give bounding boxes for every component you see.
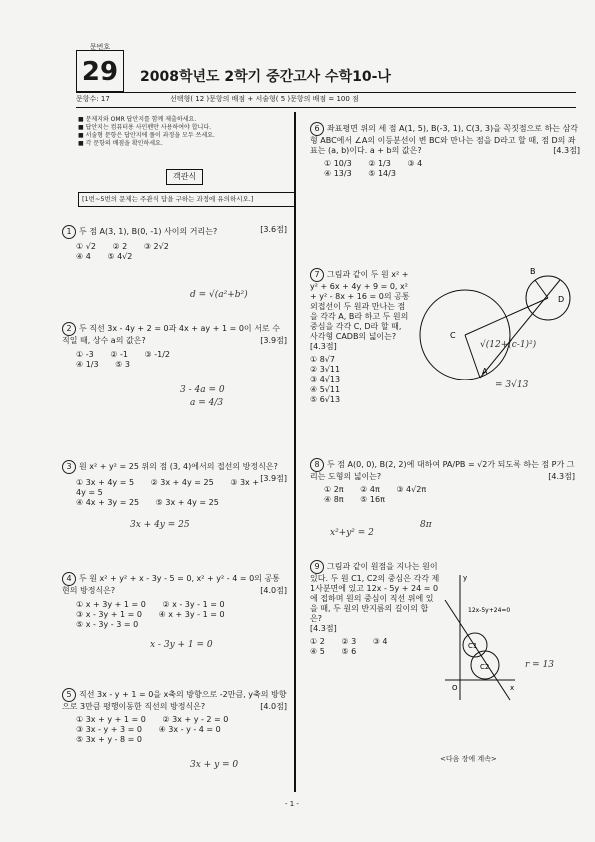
handwritten-note: r = 13 [525,660,555,670]
choice: ④ 5√11 [310,385,341,394]
choice: ④ 3x - y - 4 = 0 [158,725,221,734]
label-b: B [530,267,536,276]
exam-number: 29 [81,57,119,87]
question-8 [310,458,575,505]
handwritten-note: x²+y² = 2 [330,528,374,538]
handwritten-note: d = √(a²+b²) [190,290,248,300]
question-7 [310,268,410,405]
column-divider [294,112,296,792]
header-rule-2 [76,107,576,108]
handwritten-note: 8π [420,520,432,530]
question-points: [3.9점] [260,336,287,345]
label-a: A [482,367,488,376]
choice: ⑤ 4√2 [107,252,133,261]
question-text: 직선 3x - y + 1 = 0을 x축의 방향으로 -2만큼, y축의 방향으로 3만큼 평행이동한 직선의 방정식은? [62,690,287,711]
choice: ② 2 [112,242,128,251]
question-points: [3.6점] [260,225,287,234]
choice: ① x + 3y + 1 = 0 [76,600,146,609]
choice: ③ 3x + 4y = 5 [76,478,260,497]
question-count: 문항수: 17 [76,95,110,103]
question-number: 6 [310,122,324,136]
instructions [78,116,288,148]
segment-ca [465,335,480,378]
question-points: [4.3점] [553,146,580,155]
question-number: 3 [62,460,76,474]
choice: ① -3 [76,350,94,359]
choice: ① √2 [76,242,96,251]
question-points: [4.3점] [310,624,337,633]
question-1 [62,225,287,262]
choice: ③ x - 3y + 1 = 0 [76,610,143,619]
choice: ④ 1/3 [76,360,99,369]
question-number: 2 [62,322,76,336]
handwritten-note: 3x + 4y = 25 [130,520,190,530]
header-rule [76,92,576,93]
choice: ④ 13/3 [324,169,352,178]
question-number: 9 [310,560,324,574]
choice: ① 2 [310,637,325,646]
tangent-line [480,280,560,378]
choice: ② 3 [341,637,357,646]
handwritten-note: √(12+(c-1)²) [480,340,537,350]
question-number: 1 [62,225,76,239]
label-y: y [463,574,468,582]
handwritten-note: = 3√13 [495,380,529,390]
exam-title: 2008학년도 2학기 중간고사 수학10-나 [140,69,391,85]
choice: ⑤ x - 3y - 3 = 0 [76,620,139,629]
question-number: 8 [310,458,324,472]
question-points: [4.3점] [548,472,575,481]
choice: ① 3x + y + 1 = 0 [76,715,146,724]
choice: ③ 4 [372,637,388,646]
choice: ① 10/3 [324,159,352,168]
page-number: - 1 - [285,800,299,808]
question-3 [62,460,287,508]
section-title-box [166,164,203,185]
question-number: 5 [62,688,76,702]
tangent-circles-diagram [440,570,520,710]
handwritten-note: 3 - 4a = 0 [180,385,225,395]
continue-note: <다음 장에 계속> [440,755,497,763]
question-5 [62,688,287,745]
choice: ⑤ 3x + y - 8 = 0 [76,735,143,744]
choice: ② 4π [360,485,380,494]
question-points: [4.3점] [310,342,337,351]
question-4 [62,572,287,630]
choice: ③ 3x - y + 3 = 0 [76,725,143,734]
choice: ⑤ 6√13 [310,395,341,404]
score-info: 선택형( 12 )문항의 배점 + 서술형( 5 )문항의 배점 = 100 점 [170,95,359,103]
label-d: D [558,295,565,304]
handwritten-note: a = 4/3 [190,398,224,408]
instruction-line: ■ 각 문항의 배점을 확인하세요. [78,140,163,147]
choice: ② 3x + y - 2 = 0 [162,715,229,724]
question-2 [62,322,287,370]
choice: ⑤ 14/3 [368,169,396,178]
exam-number-label: 문번호 [89,43,111,51]
label-c1: C1 [468,642,478,650]
choice: ③ 4√13 [310,375,341,384]
choice: ③ 4√2π [396,485,427,494]
question-number: 7 [310,268,324,282]
instruction-line: ■ 문제지와 OMR 답안지를 함께 제출하세요. [78,116,197,123]
choice: ② 1/3 [368,159,391,168]
choice: ② -1 [110,350,128,359]
question-6 [310,122,580,179]
label-c: C [450,331,456,340]
choice: ⑤ 3 [115,360,130,369]
label-x: x [510,684,515,692]
question-text: 두 점 A(0, 0), B(2, 2)에 대하여 PA/PB = √2가 되도록 하는 점 P가 그리는 도형의 넓이는? [310,460,575,481]
circles-diagram [410,260,580,380]
segment-db [535,280,548,298]
label-o: O [452,684,458,692]
question-text: 두 원 x² + y² + x - 3y - 5 = 0, x² + y² - 4 = 0의 공통현의 방정식은? [62,574,280,595]
choice: ④ 5 [310,647,325,656]
choice: ③ 2√2 [143,242,169,251]
choice: ① 8√7 [310,355,335,364]
question-text: 두 점 A(3, 1), B(0, -1) 사이의 거리는? [79,227,218,236]
choice: ④ 8π [324,495,344,504]
choice: ④ 4x + 3y = 25 [76,498,140,507]
question-points: [4.0점] [260,702,287,711]
choice: ② 3x + 4y = 25 [150,478,214,487]
question-number: 4 [62,572,76,586]
section-note: [1번~5번의 문제는 주관식 답을 구하는 과정에 유의하시오.] [78,192,296,207]
question-points: [3.9점] [260,474,287,483]
question-text: 좌표평면 위의 세 점 A(1, 5), B(-3, 1), C(3, 3)을 꼭짓점으로 하는 삼각형 ABC에서 ∠A의 이등분선이 변 BC와 만나는 점을 D라고 할 때, 점 D의 좌표는 (a, b)이다. a + b의 값은? [310,124,579,155]
exam-number-box [76,43,124,92]
section-title: 객관식 [166,169,203,185]
choice: ① 2π [324,485,344,494]
question-text: 그림과 같이 원점을 지나는 원이 있다. 두 원 C1, C2의 중심은 각각 제1사분면에 있고 12x - 5y + 24 = 0에 접하며 원의 중심이 직선 위에 있을 때, 두 원의 반지름의 길이의 합은? [310,562,440,623]
choice: ④ x + 3y - 1 = 0 [158,610,225,619]
question-9 [310,560,440,657]
question-text: 원 x² + y² = 25 위의 점 (3, 4)에서의 접선의 방정식은? [79,462,278,471]
handwritten-note: 3x + y = 0 [190,760,239,770]
choice: ① 3x + 4y = 5 [76,478,135,487]
label-c2: C2 [480,663,490,671]
question-text: 그림과 같이 두 원 x² + y² + 6x + 4y + 9 = 0, x² + y² - 8x + 16 = 0의 공통외접선이 두 원과 만나는 점을 각각 A, B라 하고 두 원의 중심을 각각 C, D라 할 때, 사각형 CADB의 넓이는? [310,270,410,341]
choice: ⑤ 16π [360,495,385,504]
instruction-line: ■ 서술형 문항은 답안지에 풀이 과정을 모두 쓰세요. [78,132,215,139]
choice: ⑤ 3x + 4y = 25 [155,498,219,507]
choice: ④ 4 [76,252,91,261]
label-line: 12x-5y+24=0 [468,607,511,614]
choice: ② x - 3y - 1 = 0 [162,600,225,609]
handwritten-note: x - 3y + 1 = 0 [150,640,213,650]
question-text: 두 직선 3x - 4y + 2 = 0과 4x + ay + 1 = 0이 서로 수직일 때, 상수 a의 값은? [62,324,280,345]
instruction-line: ■ 답안지는 컴퓨터용 사인펜만 사용하여야 합니다. [78,124,212,131]
choice: ⑤ 6 [341,647,357,656]
choice: ② 3√11 [310,365,341,374]
choice: ③ 4 [407,159,423,168]
question-points: [4.0점] [260,586,287,595]
choice: ③ -1/2 [144,350,170,359]
